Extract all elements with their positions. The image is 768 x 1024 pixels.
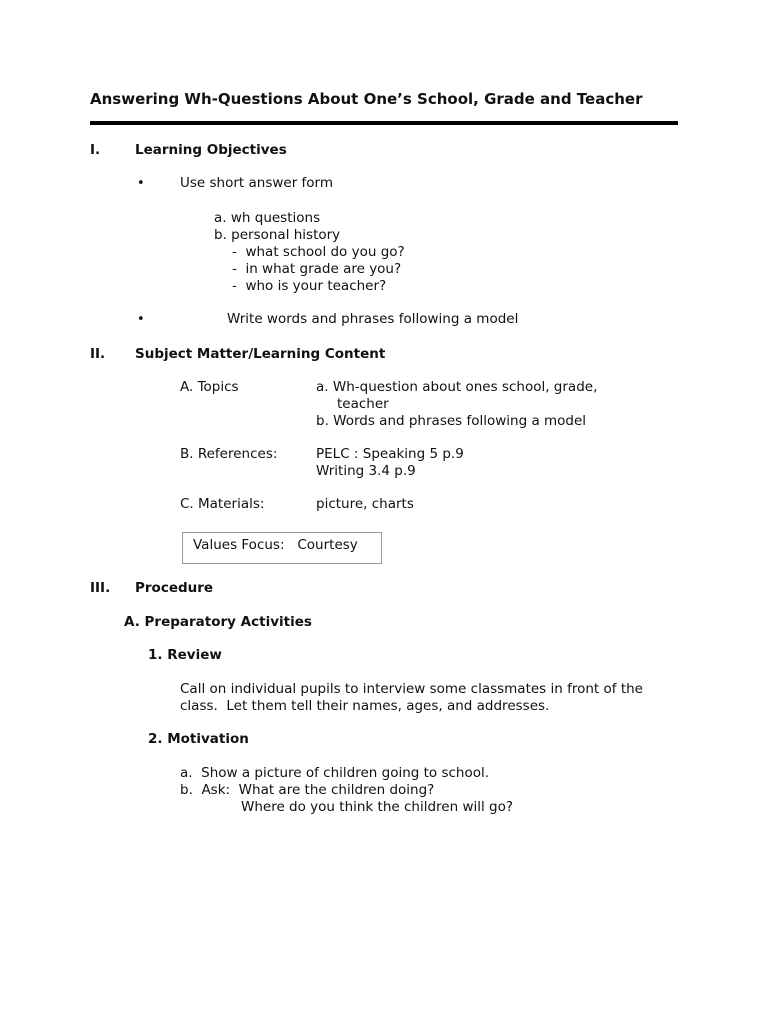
section-one-heading: Learning Objectives [135,142,287,158]
section-two-heading: Subject Matter/Learning Content [135,346,386,362]
objective-subitem: a. wh questions [214,210,321,226]
references-label: B. References: [180,446,278,462]
references-value: Writing 3.4 p.9 [316,463,416,479]
document-title: Answering Wh-Questions About One’s School, Grade and Teacher [90,90,643,108]
motivation-item: Where do you think the children will go? [241,799,514,815]
topics-value: b. Words and phrases following a model [316,413,587,429]
bullet-icon: • [137,176,145,191]
objective-question: - what school do you go? [232,244,405,260]
topics-label: A. Topics [180,379,239,395]
objective-question: - in what grade are you? [232,261,402,277]
section-three-numeral: III. [90,580,111,596]
review-text: Call on individual pupils to interview some classmates in front of the [180,681,643,697]
motivation-item: b. Ask: What are the children doing? [180,782,435,798]
references-value: PELC : Speaking 5 p.9 [316,446,464,462]
values-focus-text: Values Focus: Courtesy [193,537,358,553]
title-underline-rule [90,121,678,125]
objective-write-words: Write words and phrases following a model [227,311,519,327]
materials-label: C. Materials: [180,496,265,512]
objective-short-answer: Use short answer form [180,175,334,191]
section-three-heading: Procedure [135,580,214,596]
section-two-numeral: II. [90,346,106,362]
review-heading: 1. Review [148,647,222,663]
motivation-item: a. Show a picture of children going to school. [180,765,490,781]
section-one-numeral: I. [90,142,101,158]
preparatory-activities-heading: A. Preparatory Activities [124,614,312,630]
motivation-heading: 2. Motivation [148,731,249,747]
materials-value: picture, charts [316,496,414,512]
review-text: class. Let them tell their names, ages, and addresses. [180,698,550,714]
objective-subitem: b. personal history [214,227,341,243]
objective-question: - who is your teacher? [232,278,387,294]
bullet-icon: • [137,312,145,327]
topics-value: a. Wh-question about ones school, grade, [316,379,598,395]
topics-value: teacher [337,396,389,412]
